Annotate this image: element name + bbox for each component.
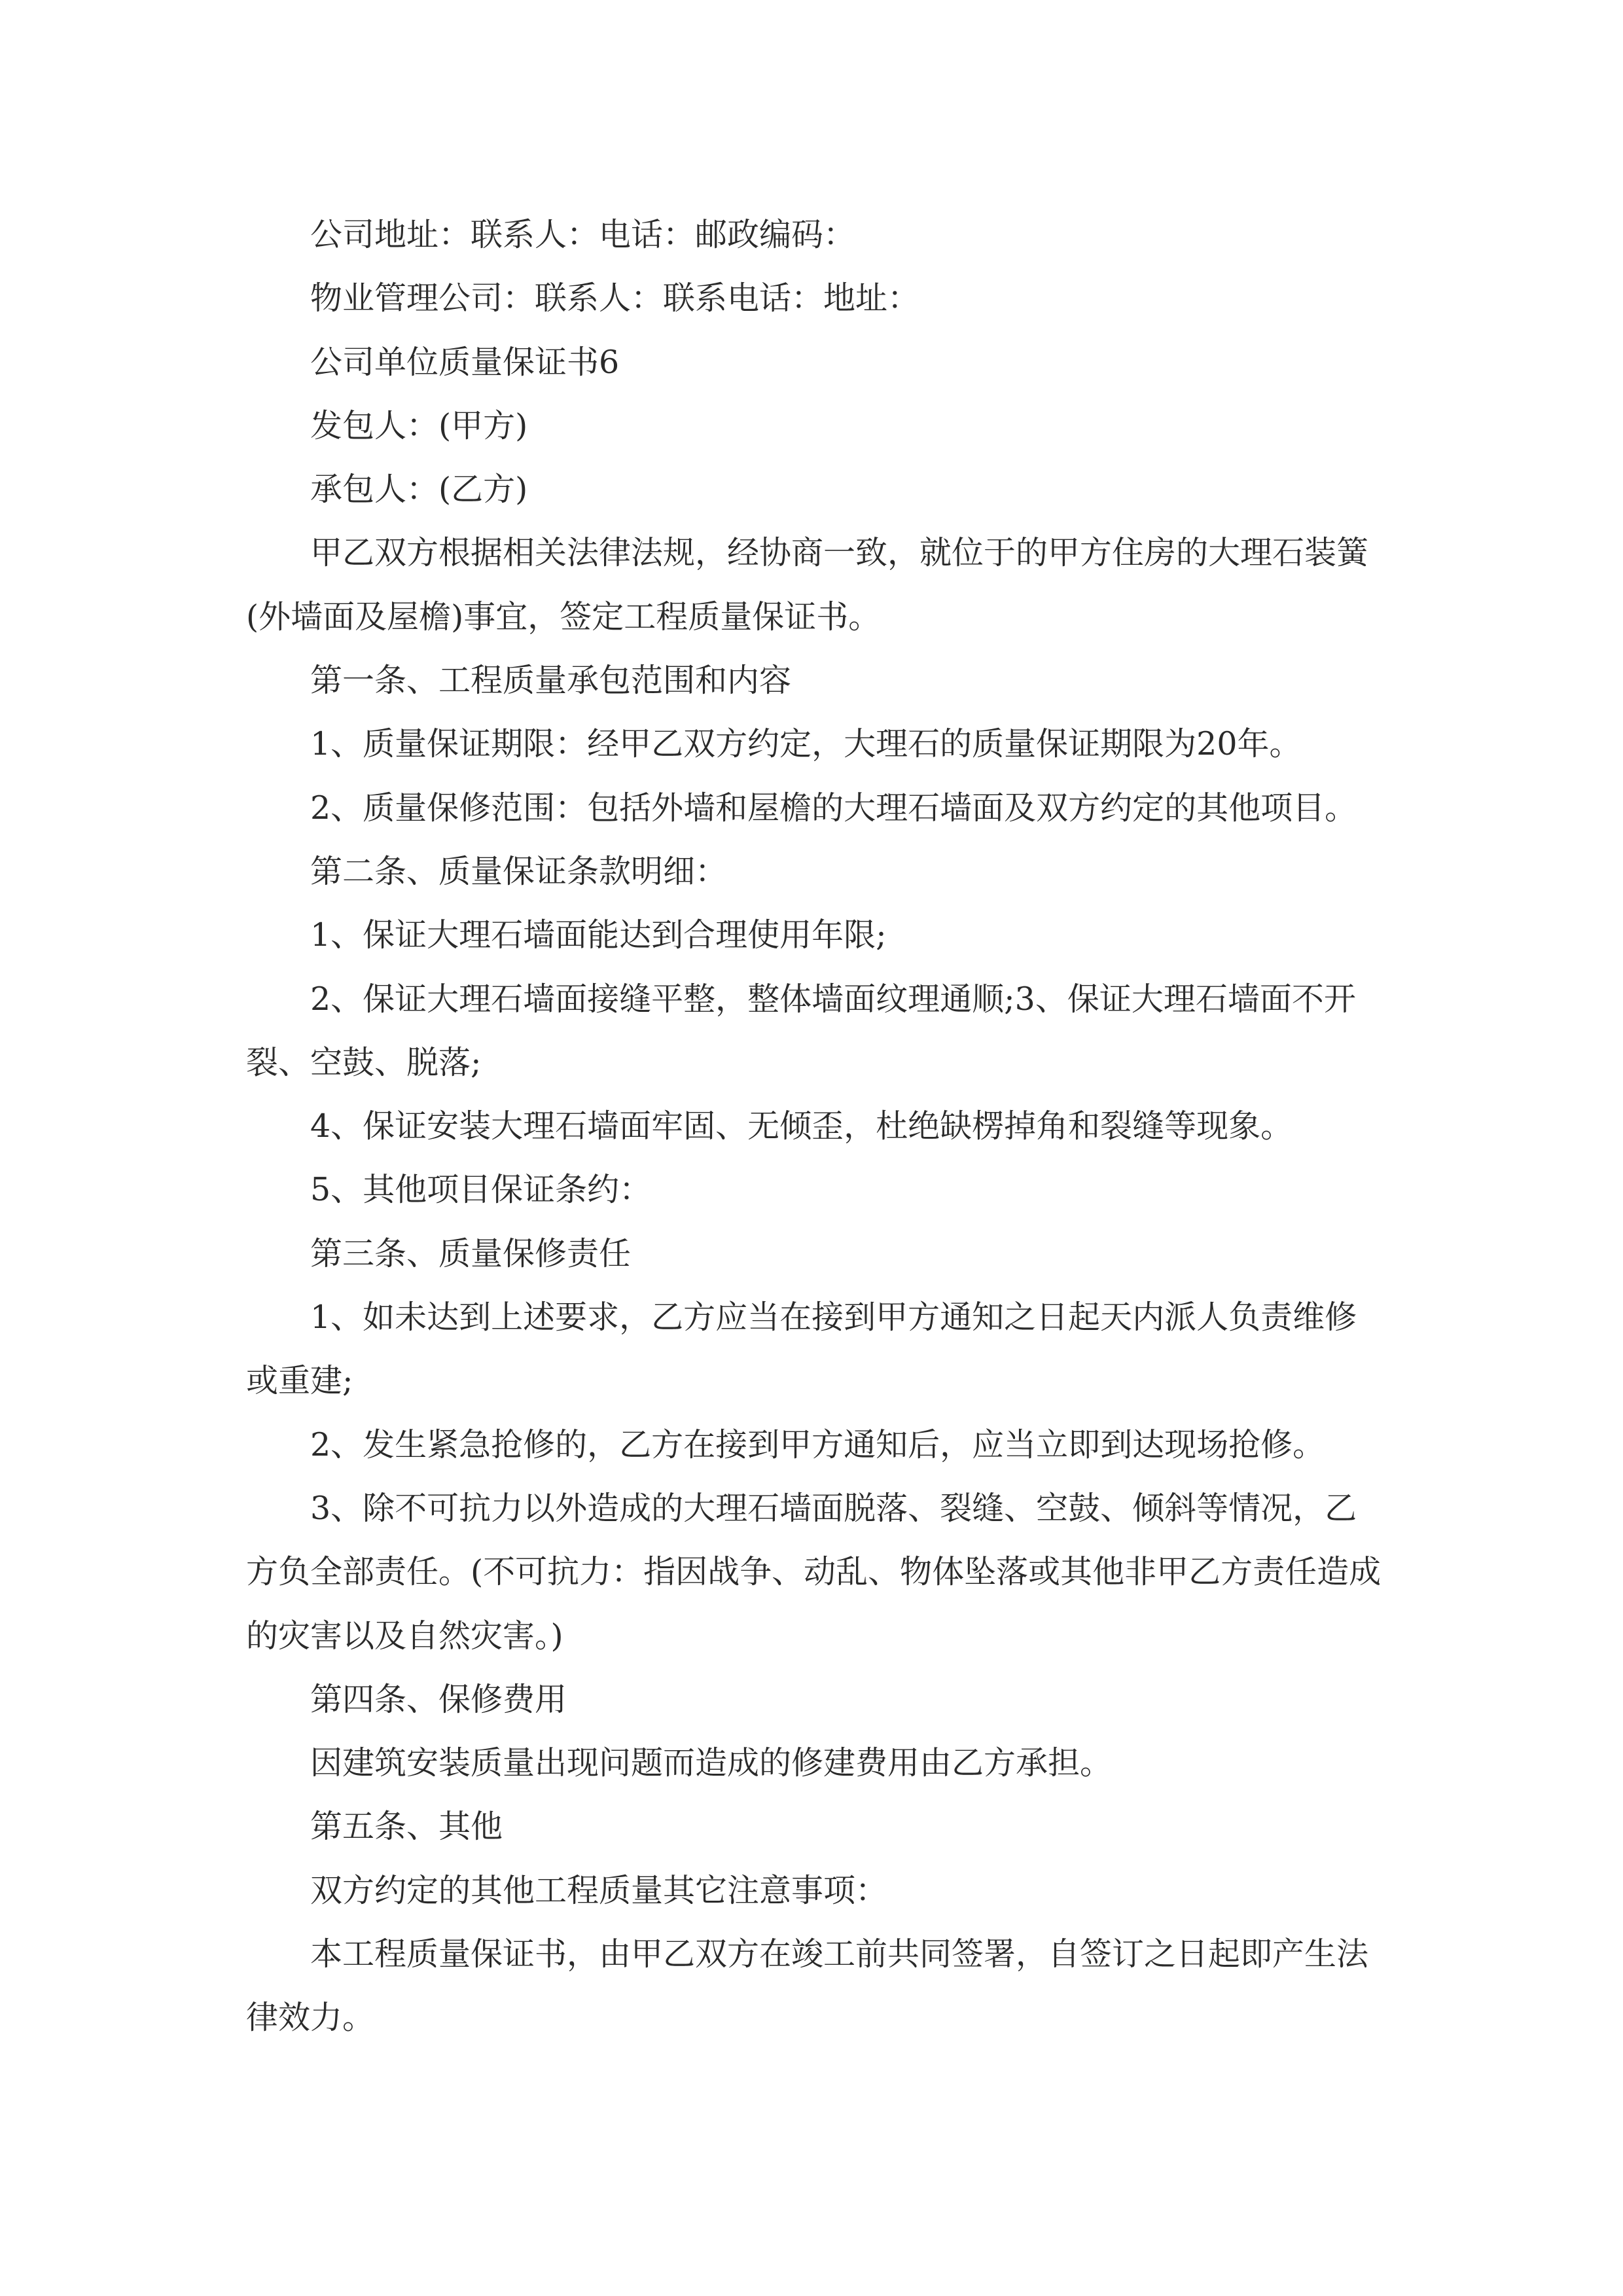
- paragraph-article-3-item-1: 1、如未达到上述要求，乙方应当在接到甲方通知之日起天内派人负责维修或重建;: [246, 1299, 1357, 1400]
- paragraph-article-2-item-5: 5、其他项目保证条约：: [310, 1171, 652, 1209]
- heading-article-2: 第二条、质量保证条款明细：: [310, 852, 728, 890]
- paragraph-article-4-body: 因建筑安装质量出现问题而造成的修建费用由乙方承担。: [310, 1744, 1113, 1782]
- heading-article-1: 第一条、工程质量承包范围和内容: [310, 662, 792, 700]
- paragraph-article-5-other: 双方约定的其他工程质量其它注意事项：: [310, 1871, 888, 1909]
- document-body: [246, 203, 1382, 2050]
- paragraph-employer: 发包人：(甲方): [310, 406, 528, 444]
- paragraph-article-2-item-2: 2、保证大理石墙面接缝平整，整体墙面纹理通顺;3、保证大理石墙面不开裂、空鼓、脱落;: [246, 980, 1356, 1081]
- paragraph-document-title: 公司单位质量保证书6: [310, 343, 620, 381]
- heading-article-4: 第四条、保修费用: [310, 1680, 567, 1718]
- paragraph-article-1-item-1: 1、质量保证期限：经甲乙双方约定，大理石的质量保证期限为20年。: [310, 725, 1302, 763]
- paragraph-company-address: 公司地址：联系人：电话：邮政编码：: [310, 216, 856, 253]
- paragraph-effectiveness: 本工程质量保证书，由甲乙双方在竣工前共同签署，自签订之日起即产生法律效力。: [246, 1935, 1369, 2037]
- paragraph-property-management: 物业管理公司：联系人：联系电话：地址：: [310, 279, 920, 317]
- heading-article-3: 第三条、质量保修责任: [310, 1234, 632, 1272]
- heading-article-5: 第五条、其他: [310, 1808, 503, 1846]
- paragraph-article-3-item-2: 2、发生紧急抢修的，乙方在接到甲方通知后，应当立即到达现场抢修。: [310, 1426, 1325, 1463]
- paragraph-article-2-item-4: 4、保证安装大理石墙面牢固、无倾歪，杜绝缺楞掉角和裂缝等现象。: [310, 1107, 1293, 1145]
- paragraph-article-2-item-1: 1、保证大理石墙面能达到合理使用年限;: [310, 916, 887, 954]
- paragraph-preamble: 甲乙双方根据相关法律法规，经协商一致，就位于的甲方住房的大理石装簧(外墙面及屋檐)事宜，签定工程质量保证书。: [246, 534, 1369, 636]
- paragraph-article-1-item-2: 2、质量保修范围：包括外墙和屋檐的大理石墙面及双方约定的其他项目。: [310, 789, 1357, 827]
- paragraph-contractor: 承包人：(乙方): [310, 471, 528, 509]
- paragraph-article-3-item-3: 3、除不可抗力以外造成的大理石墙面脱落、裂缝、空鼓、倾斜等情况，乙方负全部责任。(不可抗力：指因战争、动乱、物体坠落或其他非甲乙方责任造成的灾害以及自然灾害。): [246, 1489, 1382, 1655]
